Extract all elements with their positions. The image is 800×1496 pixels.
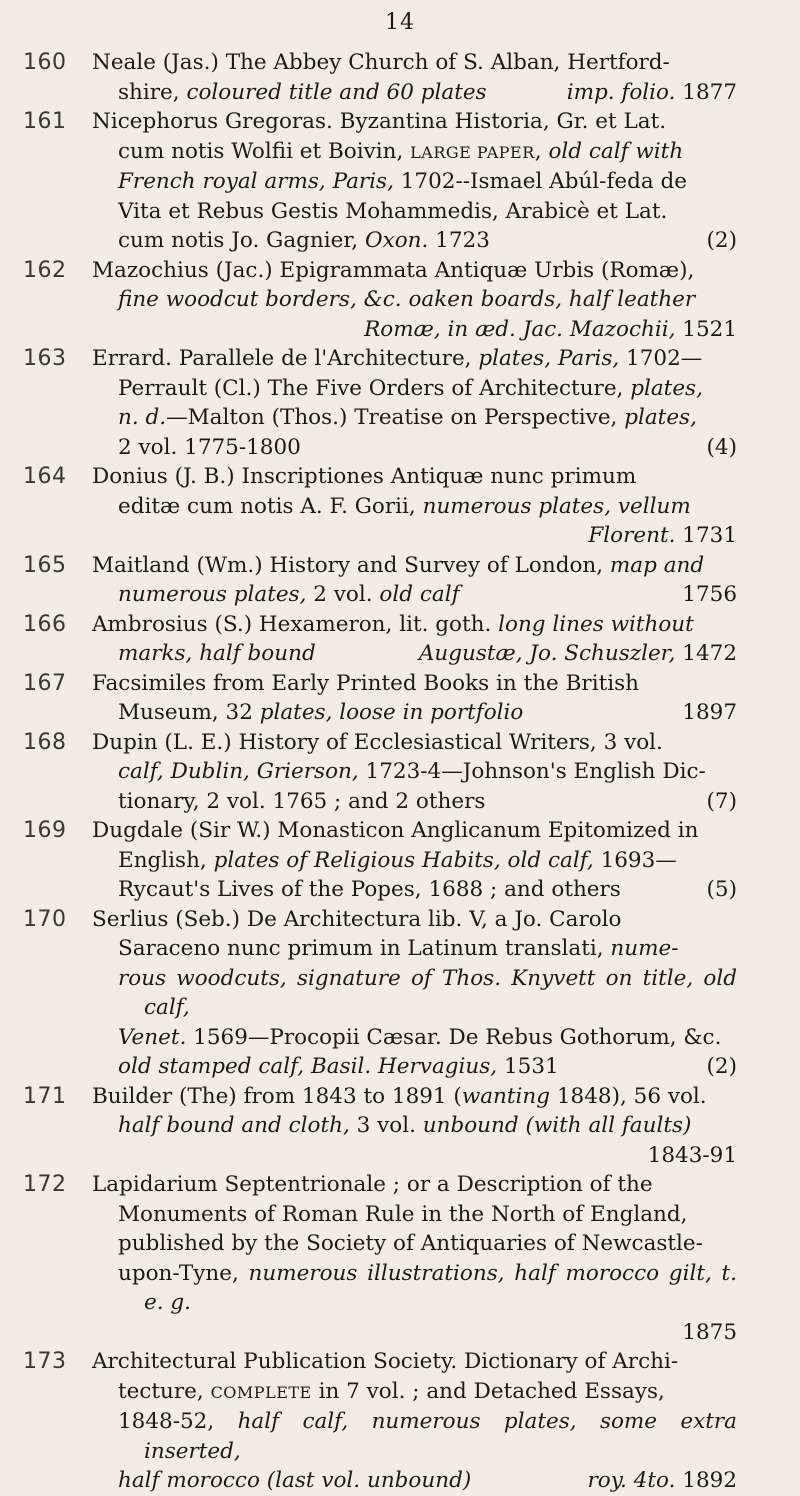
italic-run: half bound and cloth, [118, 1113, 350, 1138]
italic-run: old calf [379, 582, 460, 607]
lot-number: 165 [23, 552, 67, 578]
lot-entry [0, 610, 800, 669]
text-run: 1531 [497, 1054, 559, 1079]
italic-run: old stamped calf, Basil. Hervagius, [118, 1054, 498, 1079]
description-line [118, 1318, 737, 1348]
italic-run: calf, Dublin, Grierson, [118, 759, 359, 784]
description-line [118, 1111, 737, 1141]
text-run: (2) [706, 1054, 737, 1079]
lot-description [92, 1082, 737, 1171]
lot-number: 167 [23, 670, 67, 696]
text-run: 1756 [682, 582, 737, 607]
italic-run: Augustæ, Jo. Schuszler, [418, 641, 676, 666]
lot-entry [0, 1347, 800, 1496]
description-line [92, 551, 737, 581]
lot-number: 168 [23, 729, 67, 755]
text-run: published by the Society of Antiquaries of Newcastle- [118, 1231, 703, 1256]
text-run: 1723-4—Johnson's English Dic- [358, 759, 706, 784]
text-run: editæ cum notis A. F. Gorii, [118, 493, 423, 519]
lot-description [92, 816, 737, 905]
description-line [92, 1082, 737, 1112]
right-aligned-run [647, 1141, 737, 1171]
text-run: 1702— [619, 346, 703, 371]
caps-run: LARGE PAPER [410, 142, 535, 162]
right-aligned-run [706, 1052, 737, 1082]
italic-run: Venet. [118, 1024, 187, 1050]
description-line [118, 167, 737, 197]
italic-run: Romæ, in æd. Jac. Mazochii, [364, 316, 676, 342]
description-line [118, 137, 737, 168]
text-run: Dupin (L. E.) History of Ecclesiastical Writers, 3 vol. [92, 729, 663, 755]
description-line [118, 1200, 737, 1230]
italic-run: Florent. [588, 523, 676, 548]
lot-description [92, 669, 737, 728]
text-run: 2 vol. [306, 582, 380, 607]
lot-number: 160 [23, 50, 67, 75]
description-line [118, 875, 737, 905]
text-run: (7) [706, 788, 737, 814]
description-line [118, 964, 737, 1023]
lot-description [92, 905, 737, 1082]
italic-run: plates, [624, 405, 697, 430]
description-line [92, 48, 737, 78]
lot-number: 171 [23, 1083, 67, 1109]
description-line [92, 344, 737, 374]
right-aligned-run [682, 698, 737, 728]
lot-entry [0, 107, 800, 256]
description-line [118, 580, 737, 610]
lot-entry [0, 462, 800, 551]
description-line [118, 846, 737, 876]
italic-run: marks, half bound [118, 641, 316, 666]
text-run: —Malton (Thos.) Treatise on Perspective, [166, 405, 625, 430]
text-run: Lapidarium Septentrionale ; or a Description of the [92, 1172, 653, 1197]
description-line [118, 787, 737, 817]
italic-run: coloured title and 60 plates [186, 79, 487, 105]
text-run: upon-Tyne, [118, 1260, 249, 1286]
description-line [118, 1466, 737, 1496]
description-line [118, 521, 737, 551]
text-run: Nicephorus Gregoras. Byzantina Historia, Gr. et Lat. [92, 109, 667, 134]
lot-number: 164 [23, 464, 67, 489]
text-run: Maitland (Wm.) History and Survey of London, [92, 552, 610, 578]
text-run: Mazochius (Jac.) Epigrammata Antiquæ Urbis (Romæ), [92, 257, 695, 283]
text-run: Donius (J. B.) Inscriptiones Antiquæ nunc primum [92, 464, 637, 489]
description-line [118, 285, 737, 315]
caps-run: COMPLETE [210, 1382, 312, 1402]
lot-entry [0, 256, 800, 345]
lot-entry [0, 816, 800, 905]
lot-entry [0, 905, 800, 1082]
text-run: Vita et Rebus Gestis Mohammedis, Arabicè et Lat. [118, 198, 668, 224]
text-run: Neale (Jas.) The Abbey Church of S. Alban, Hertford- [92, 50, 670, 75]
right-aligned-run [706, 433, 737, 463]
italic-run: plates, Paris, [478, 346, 620, 371]
lot-entry [0, 551, 800, 610]
lot-description [92, 344, 737, 462]
italic-run: numerous plates, vellum [422, 493, 691, 519]
italic-run: plates, [630, 375, 703, 401]
lot-number: 169 [23, 818, 67, 843]
lot-description [92, 1170, 737, 1347]
text-run: 1693— [593, 847, 677, 873]
text-run: Facsimiles from Early Printed Books in the British [92, 670, 639, 696]
text-run: 1702--Ismael Abúl-feda de [393, 169, 688, 194]
text-run: 1877 [682, 79, 737, 105]
text-run: shire, [118, 79, 187, 105]
text-run: 1731 [682, 523, 737, 548]
description-line [92, 462, 737, 492]
text-run: Builder (The) from 1843 to 1891 ( [92, 1083, 462, 1109]
text-run: tecture, [118, 1378, 211, 1404]
text-run: tionary, 2 vol. 1765 ; and 2 others [118, 788, 486, 814]
text-run: (4) [706, 434, 737, 460]
text-run: in 7 vol. ; and Detached Essays, [311, 1378, 665, 1404]
italic-run: plates, loose in portfolio [259, 700, 524, 725]
page-number: 14 [385, 10, 415, 35]
italic-run: French royal arms, Paris, [118, 169, 394, 194]
description-line [92, 1170, 737, 1200]
right-aligned-run [706, 875, 737, 905]
description-line [118, 1377, 737, 1408]
italic-run: roy. 4to. [587, 1468, 676, 1493]
description-line [92, 816, 737, 846]
text-run: 1897 [682, 700, 737, 725]
description-line [118, 492, 737, 522]
lot-number: 173 [23, 1349, 67, 1374]
lot-entry [0, 1082, 800, 1171]
text-run: Saraceno nunc primum in Latinum translati, [118, 936, 611, 961]
text-run: , [534, 138, 549, 164]
italic-run: rous woodcuts, signature of Thos. Knyvett on title, old calf, [118, 965, 737, 1020]
text-run: 1843-91 [647, 1142, 737, 1168]
italic-run: long lines without [498, 611, 694, 637]
text-run: English, [118, 847, 214, 873]
text-run: cum notis Jo. Gagnier, [118, 228, 365, 253]
description-line [92, 728, 737, 758]
text-run: (2) [706, 228, 737, 253]
lot-description [92, 48, 737, 107]
text-run: 1875 [682, 1319, 737, 1345]
italic-run: half calf, numerous plates, some extra inserted, [144, 1409, 737, 1464]
right-aligned-run [706, 226, 737, 256]
description-line [118, 403, 737, 433]
right-aligned-run [682, 1318, 737, 1348]
lot-entry [0, 48, 800, 107]
text-run: 1472 [682, 641, 737, 666]
lot-description [92, 610, 737, 669]
italic-run: map and [609, 552, 705, 578]
italic-run: half morocco (last vol. unbound) [118, 1468, 472, 1493]
description-line [92, 905, 737, 935]
lot-entry [0, 728, 800, 817]
text-run: Architectural Publication Society. Dictionary of Archi- [92, 1349, 679, 1374]
description-line [118, 1229, 737, 1259]
description-line [118, 1141, 737, 1171]
right-aligned-run [706, 787, 737, 817]
right-aligned-run [566, 78, 737, 108]
italic-run: Oxon. [364, 228, 429, 253]
lot-list [0, 48, 800, 1496]
description-line [92, 1347, 737, 1377]
description-line [118, 226, 737, 256]
text-run: Perrault (Cl.) The Five Orders of Architecture, [118, 375, 631, 401]
text-run: 1521 [682, 316, 737, 342]
description-line [118, 1052, 737, 1082]
text-run: 1892 [682, 1468, 737, 1493]
italic-run: imp. folio. [566, 79, 676, 105]
description-line [118, 374, 737, 404]
lot-number: 163 [23, 346, 67, 371]
lot-description [92, 1347, 737, 1496]
description-line [92, 107, 737, 137]
lot-number: 161 [23, 109, 67, 134]
italic-run: nume- [610, 936, 679, 961]
description-line [118, 639, 737, 669]
description-line [118, 934, 737, 964]
italic-run: old calf with [548, 138, 684, 164]
text-run: Monuments of Roman Rule in the North of England, [118, 1201, 688, 1227]
lot-entry [0, 669, 800, 728]
lot-description [92, 728, 737, 817]
text-run: Rycaut's Lives of the Popes, 1688 ; and others [118, 877, 621, 902]
description-line [92, 256, 737, 286]
text-run: Museum, 32 [118, 700, 260, 725]
lot-number: 166 [23, 611, 67, 637]
text-run: Errard. Parallele de l'Architecture, [92, 346, 479, 371]
lot-description [92, 256, 737, 345]
text-run: cum notis Wolfii et Boivin, [118, 138, 411, 164]
description-line [118, 757, 737, 787]
text-run: Ambrosius (S.) Hexameron, lit. goth. [92, 611, 499, 637]
lot-description [92, 462, 737, 551]
italic-run: plates of Religious Habits, old calf, [213, 847, 594, 873]
description-line [118, 1259, 737, 1318]
right-aligned-run [364, 315, 737, 345]
description-line [118, 698, 737, 728]
text-run: Serlius (Seb.) De Architectura lib. V, a Jo. Carolo [92, 906, 622, 932]
text-run: 1848), 56 vol. [550, 1083, 707, 1109]
italic-run: unbound (with all faults) [422, 1113, 692, 1138]
italic-run: numerous plates, [118, 582, 307, 607]
lot-entry [0, 344, 800, 462]
text-run: (5) [706, 877, 737, 902]
right-aligned-run [418, 639, 737, 669]
description-line [118, 1407, 737, 1466]
italic-run: wanting [461, 1083, 551, 1109]
description-line [92, 669, 737, 699]
lot-number: 162 [23, 257, 67, 283]
text-run: 1723 [428, 228, 490, 253]
italic-run: n. d. [118, 405, 167, 430]
description-line [118, 197, 737, 227]
text-run: Dugdale (Sir W.) Monasticon Anglicanum Epitomized in [92, 818, 699, 843]
description-line [118, 78, 737, 108]
description-line [118, 315, 737, 345]
right-aligned-run [682, 580, 737, 610]
text-run: 1848-52, [118, 1409, 238, 1434]
text-run: 1569—Procopii Cæsar. De Rebus Gothorum, &c. [186, 1024, 722, 1050]
text-run: 3 vol. [349, 1113, 423, 1138]
right-aligned-run [588, 521, 737, 551]
lot-entry [0, 1170, 800, 1347]
lot-number: 172 [23, 1172, 67, 1197]
right-aligned-run [587, 1466, 737, 1496]
italic-run: numerous illustrations, half morocco gilt, t. e. g. [144, 1260, 737, 1315]
lot-description [92, 551, 737, 610]
lot-number: 170 [23, 906, 67, 932]
description-line [92, 610, 737, 640]
text-run: 2 vol. 1775-1800 [118, 434, 301, 460]
lot-description [92, 107, 737, 256]
description-line [118, 1023, 737, 1053]
description-line [118, 433, 737, 463]
italic-run: fine woodcut borders, &c. oaken boards, half leather [118, 287, 696, 312]
